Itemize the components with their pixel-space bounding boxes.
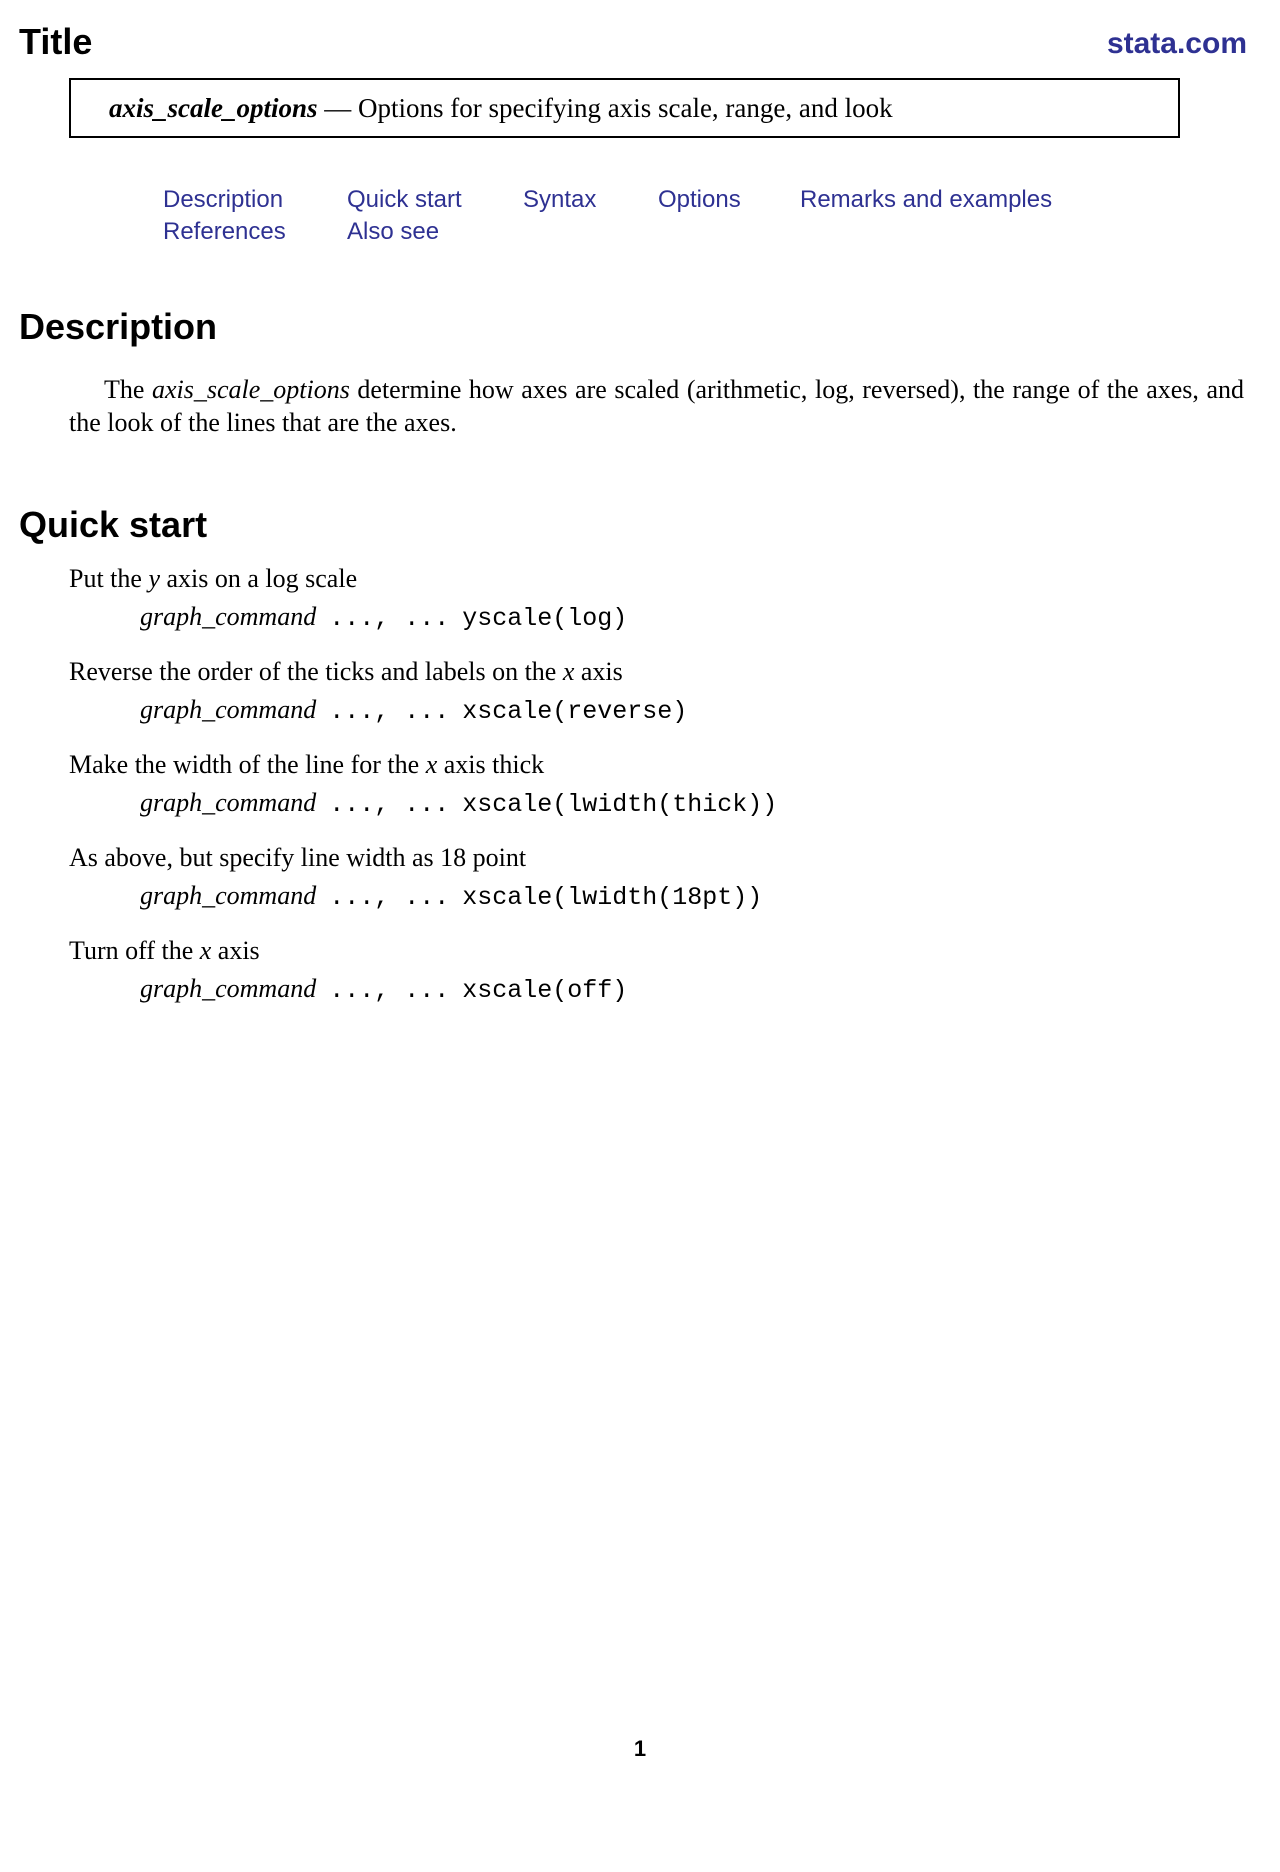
page-number: 1 [633, 1736, 647, 1761]
quick-start-caption: Put the y axis on a log scale [69, 564, 358, 593]
quick-start-item [69, 841, 762, 914]
title-box [69, 78, 1180, 138]
quick-start-code: graph_command ..., ... xscale(lwidth(thick)) [140, 788, 778, 819]
link-description[interactable]: Description [163, 186, 284, 213]
quick-start-item [69, 748, 777, 821]
quick-start-code: graph_command ..., ... xscale(off) [140, 974, 628, 1005]
title-heading: Title [19, 21, 93, 62]
quick-start-item [69, 934, 627, 1007]
quick-start-caption: Turn off the x axis [69, 936, 260, 965]
link-also-see[interactable]: Also see [347, 218, 440, 245]
title-text: Options for specifying axis scale, range, and look [358, 92, 893, 123]
quick-start-code: graph_command ..., ... xscale(lwidth(18pt)) [140, 881, 763, 912]
title-command: axis_scale_options [109, 92, 318, 123]
quick-start-item [69, 655, 687, 728]
quick-start-caption: Reverse the order of the ticks and labels on the x axis [69, 657, 623, 686]
quick-start-caption: As above, but specify line width as 18 point [69, 843, 527, 872]
link-options[interactable]: Options [658, 186, 741, 213]
quick-start-heading: Quick start [19, 504, 208, 545]
quick-start-code: graph_command ..., ... yscale(log) [140, 602, 628, 633]
link-remarks-and-examples[interactable]: Remarks and examples [800, 186, 1053, 213]
quick-start-caption: Make the width of the line for the x axis thick [69, 750, 545, 779]
quick-start-item [69, 562, 627, 635]
quick-start-code: graph_command ..., ... xscale(reverse) [140, 695, 688, 726]
link-syntax[interactable]: Syntax [523, 186, 597, 213]
description-term: axis_scale_options [151, 375, 350, 404]
link-quick-start[interactable]: Quick start [347, 186, 462, 213]
description-paragraph: The axis_scale_options determine how axes are scaled (arithmetic, log, reversed), the range of the axes, and the look of the lines that are the axes. [69, 375, 1244, 437]
description-heading: Description [19, 306, 218, 347]
link-references[interactable]: References [163, 218, 286, 245]
title-dash: — [324, 92, 352, 123]
stata-com-link[interactable]: stata.com [1106, 27, 1247, 60]
